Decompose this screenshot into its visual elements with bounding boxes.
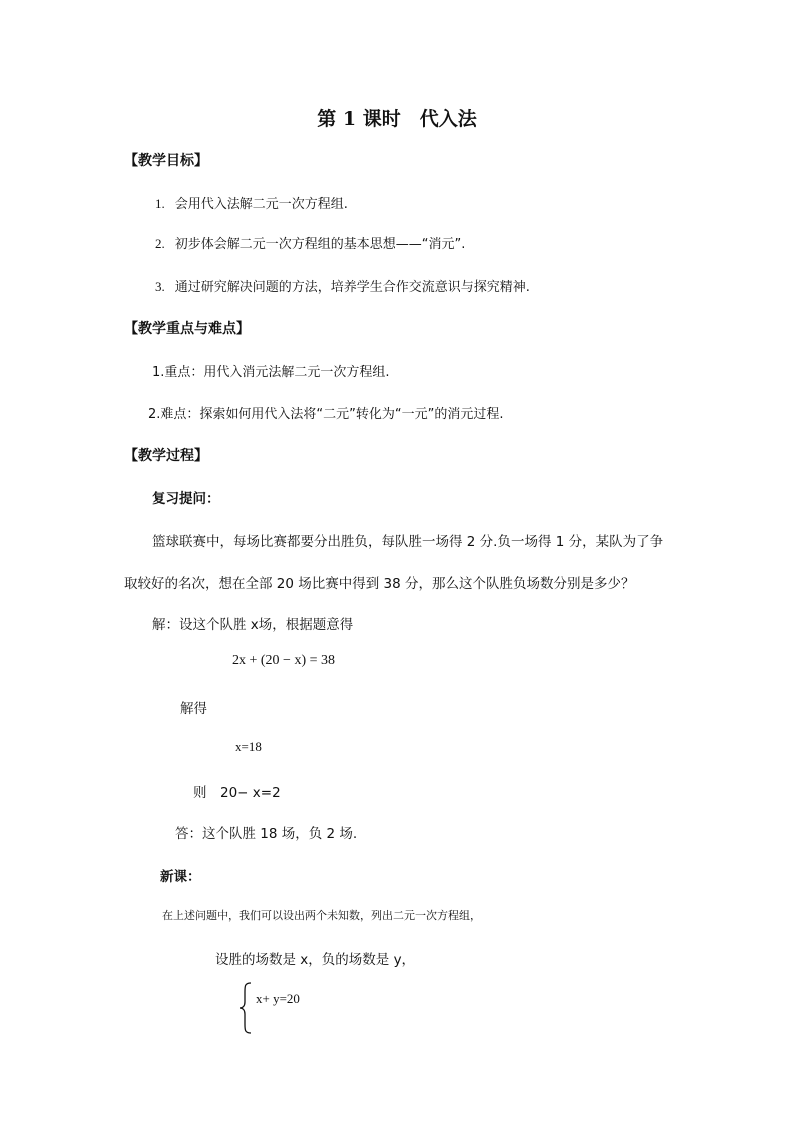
section-heading-process: 【教学过程】: [124, 448, 208, 464]
section-heading-key-points: 【教学重点与难点】: [124, 321, 250, 337]
problem-text-line-1: 篮球联赛中，每场比赛都要分出胜负，每队胜一场得 2 分.负一场得 1 分，某队为了争: [152, 534, 664, 550]
objective-item: [155, 233, 465, 252]
objective-number: 1.: [155, 196, 165, 211]
solution-intro: 解：设这个队胜 x场，根据题意得: [152, 617, 354, 633]
problem-text-line-2: 取较好的名次，想在全部 20 场比赛中得到 38 分，那么这个队胜负场数分别是多少？: [124, 576, 635, 592]
key-point-text: 重点：用代入消元法解二元一次方程组.: [164, 365, 390, 380]
page-title: 第 1 课时 代入法: [317, 108, 477, 130]
objective-text: 初步体会解二元一次方程组的基本思想——“消元”.: [174, 237, 466, 252]
equation-one-variable: 2x + (20 − x) = 38: [232, 653, 336, 668]
system-brace-icon: [238, 982, 254, 1034]
new-lesson-heading: 新课：: [160, 869, 201, 885]
key-point-item: [148, 403, 503, 422]
objective-number: 3.: [155, 279, 165, 294]
objective-text: 会用代入法解二元一次方程组.: [174, 197, 348, 212]
objective-text: 通过研究解决问题的方法，培养学生合作交流意识与探究精神.: [174, 280, 530, 295]
objective-item: [155, 276, 530, 295]
key-point-number: 1.: [152, 365, 165, 380]
key-point-number: 2.: [148, 407, 161, 422]
review-heading: 复习提问：: [152, 491, 220, 507]
answer-text: 答：这个队胜 18 场，负 2 场.: [175, 826, 358, 842]
variable-setup: 设胜的场数是 x，负的场数是 y，: [215, 952, 416, 968]
solution-result: x=18: [235, 739, 262, 754]
solve-label: 解得: [180, 701, 207, 717]
system-equation-1: x+ y=20: [256, 991, 300, 1006]
new-lesson-intro: 在上述问题中，我们可以设出两个未知数，列出二元一次方程组，: [162, 909, 481, 922]
objective-number: 2.: [155, 236, 165, 251]
objective-item: [155, 193, 348, 212]
key-point-item: [152, 361, 390, 380]
section-heading-objectives: 【教学目标】: [124, 153, 208, 169]
derived-result: 则 20− x=2: [193, 785, 281, 801]
key-point-text: 难点：探索如何用代入法将“二元”转化为“一元”的消元过程.: [160, 407, 504, 422]
